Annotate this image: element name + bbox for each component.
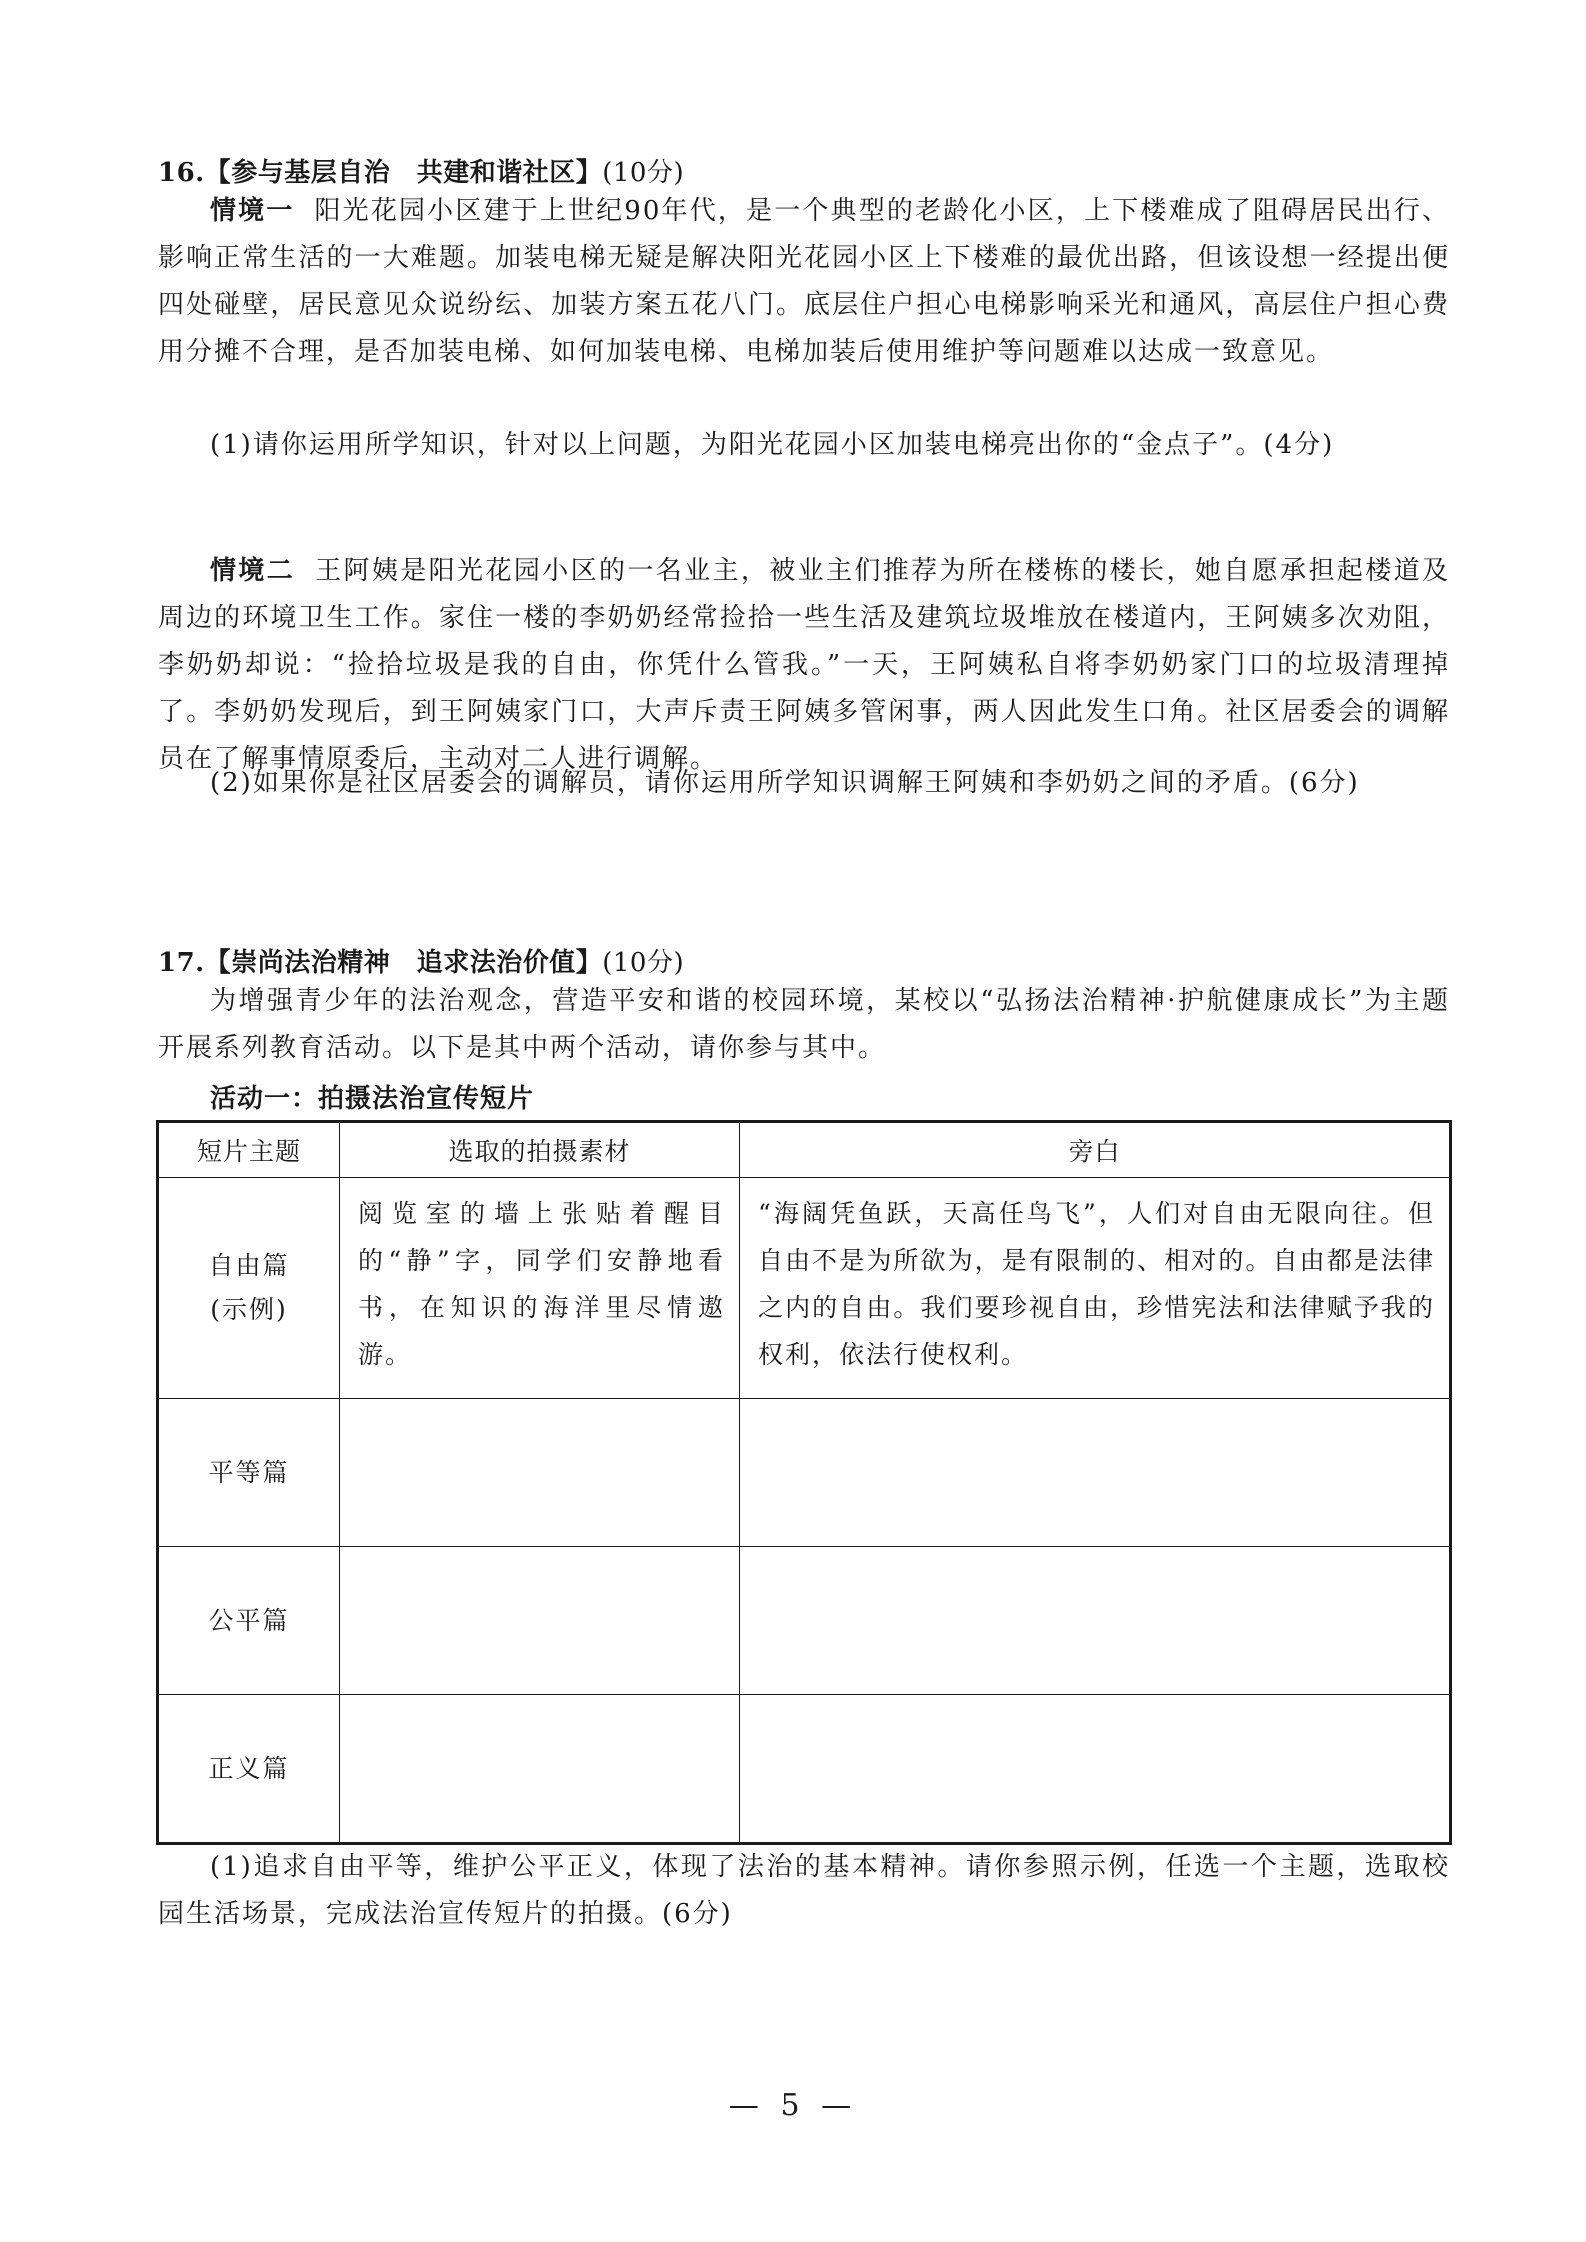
question-17-score: (10分) (602, 948, 685, 978)
question-17-title (158, 942, 684, 979)
question-16-score: (10分) (602, 158, 685, 188)
question-16-title-main: 16.【参与基层自治 共建和谐社区】 (158, 158, 603, 188)
table-header-row (158, 1122, 1451, 1178)
question-17-title-main: 17.【崇尚法治精神 追求法治价值】 (158, 948, 603, 978)
scenario-1-label: 情境一 (210, 196, 295, 226)
table-row-example (158, 1178, 1451, 1399)
scenario-1-text: 阳光花园小区建于上世纪90年代，是一个典型的老龄化小区，上下楼难成了阻碍居民出行、影响正常生活的一大难题。加装电梯无疑是解决阳光花园小区上下楼难的最优出路，但该设想一经提出便四处碰壁，居民意见众说纷纭、加装方案五花八门。底层住户担心电梯影响采光和通风，高层住户担心费用分摊不合理，是否加装电梯、如何加装电梯、电梯加装后使用维护等问题难以达成一致意见。 (158, 196, 1450, 367)
page-number: — 5 — (728, 2088, 858, 2123)
scenario-2-paragraph (158, 548, 1450, 783)
answer-material-fairness[interactable] (340, 1547, 740, 1695)
answer-narration-equality[interactable] (740, 1399, 1451, 1547)
question-17-intro: 为增强青少年的法治观念，营造平安和谐的校园环境，某校以“弘扬法治精神·护航健康成长”为主题开展系列教育活动。以下是其中两个活动，请你参与其中。 (158, 986, 1450, 1063)
answer-narration-fairness[interactable] (740, 1547, 1451, 1695)
table-row-equality (158, 1399, 1451, 1547)
table-row-justice (158, 1695, 1451, 1844)
header-theme: 短片主题 (158, 1122, 340, 1178)
scenario-2-label: 情境二 (210, 556, 296, 586)
theme-fairness: 公平篇 (158, 1547, 340, 1695)
promo-film-table (156, 1120, 1452, 1845)
question-16-part-1: (1)请你运用所学知识，针对以上问题，为阳光花园小区加装电梯亮出你的“金点子”。(4分) (210, 430, 1335, 460)
question-16-title (158, 152, 684, 189)
answer-narration-justice[interactable] (740, 1695, 1451, 1844)
header-narration: 旁白 (740, 1122, 1451, 1178)
theme-justice: 正义篇 (158, 1695, 340, 1844)
scenario-1-paragraph (158, 188, 1450, 376)
answer-material-justice[interactable] (340, 1695, 740, 1844)
answer-material-equality[interactable] (340, 1399, 740, 1547)
header-material: 选取的拍摄素材 (340, 1122, 740, 1178)
question-17-part-1: (1)追求自由平等，维护公平正义，体现了法治的基本精神。请你参照示例，任选一个主题，选取校园生活场景，完成法治宣传短片的拍摄。(6分) (158, 1852, 1450, 1929)
example-narration: “海阔凭鱼跃，天高任鸟飞”，人们对自由无限向往。但自由不是为所欲为，是有限制的、相对的。自由都是法律之内的自由。我们要珍视自由，珍惜宪法和法律赋予我的权利，依法行使权利。 (740, 1178, 1451, 1399)
activity-1-heading: 活动一：拍摄法治宣传短片 (210, 1084, 535, 1114)
question-16-part-2: (2)如果你是社区居委会的调解员，请你运用所学知识调解王阿姨和李奶奶之间的矛盾。(6分) (210, 768, 1360, 798)
example-theme-note: (示例) (210, 1295, 288, 1324)
example-material: 阅览室的墙上张贴着醒目的“静”字，同学们安静地看书，在知识的海洋里尽情遨游。 (340, 1178, 740, 1399)
theme-equality: 平等篇 (158, 1399, 340, 1547)
example-theme-cell (158, 1178, 340, 1399)
example-theme: 自由篇 (208, 1251, 290, 1280)
table-row-fairness (158, 1547, 1451, 1695)
scenario-2-text: 王阿姨是阳光花园小区的一名业主，被业主们推荐为所在楼栋的楼长，她自愿承担起楼道及周边的环境卫生工作。家住一楼的李奶奶经常捡拾一些生活及建筑垃圾堆放在楼道内，王阿姨多次劝阻，李奶奶却说：“捡拾垃圾是我的自由，你凭什么管我。”一天，王阿姨私自将李奶奶家门口的垃圾清理掉了。李奶奶发现后，到王阿姨家门口，大声斥责王阿姨多管闲事，两人因此发生口角。社区居委会的调解员在了解事情原委后，主动对二人进行调解。 (158, 556, 1450, 774)
